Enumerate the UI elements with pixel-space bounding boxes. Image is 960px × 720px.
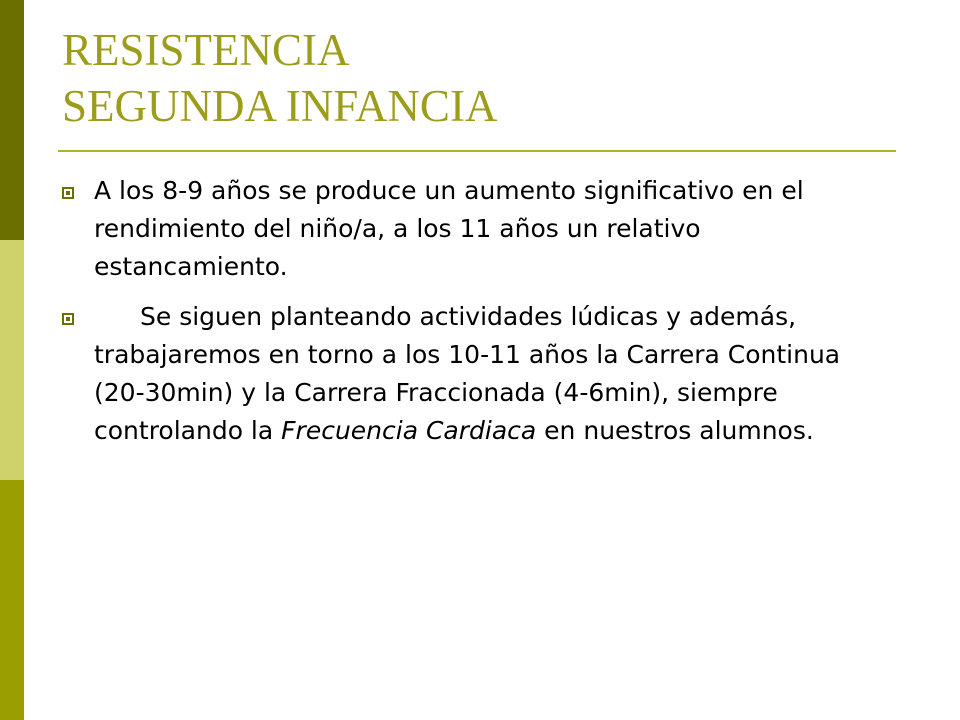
title-line-1: RESISTENCIA — [62, 25, 350, 75]
bullet-list — [62, 172, 862, 462]
bullet-text-2-italic: Frecuencia Cardiaca — [281, 416, 537, 445]
title-divider — [58, 150, 896, 152]
square-bullet-icon — [62, 187, 74, 199]
side-bar-middle — [0, 240, 24, 480]
slide-title — [62, 22, 922, 134]
bullet-text-2-part-1: Se siguen planteando actividades lúdicas y además, trabajaremos en torno a los 10-11 años la Carrera Continua (20-30min) y la Carrera Fraccionada (4-6min), siempre controlando la — [94, 302, 841, 445]
bullet-item-1 — [62, 172, 862, 286]
side-bar-top — [0, 0, 24, 240]
square-bullet-icon — [62, 313, 74, 325]
bullet-text-2-part-2: en nuestros alumnos. — [536, 416, 814, 445]
title-line-2: SEGUNDA INFANCIA — [62, 81, 498, 131]
bullet-item-2 — [62, 298, 862, 450]
side-bar-bottom — [0, 480, 24, 720]
bullet-text-1: A los 8-9 años se produce un aumento significativo en el rendimiento del niño/a, a los 11 años un relativo estancamiento. — [94, 176, 804, 281]
